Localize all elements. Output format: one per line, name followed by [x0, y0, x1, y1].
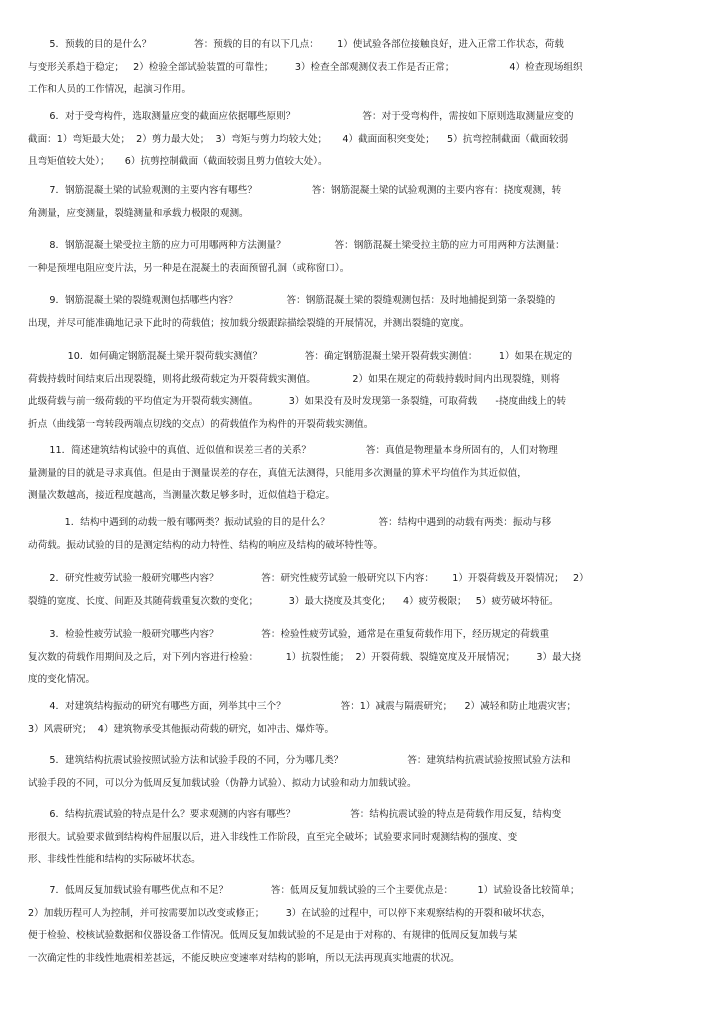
- qa-block: [28, 750, 698, 795]
- text-line: 2）加载历程可人为控制，并可按需要加以改变或修正； 3）在试验的过程中，可以停下来观察结构的开裂和破坏状态，: [28, 907, 551, 919]
- text-line: 4．对建筑结构振动的研究有哪些方面，列举其中三个？ 答：1）减震与隔震研究； 2）减轻和防止地震灾害；: [28, 701, 577, 712]
- text-line: 角测量，应变测量，裂缝测量和承载力极限的观测。: [28, 207, 249, 219]
- text-line: 形很大。试验要求做到结构构件屈服以后，进入非线性工作阶段，直至完全破坏；试验要求同时观测结构的强度、变: [28, 831, 518, 843]
- qa-block: [28, 106, 698, 174]
- qa-block: [28, 880, 698, 970]
- text-line: 此级荷载与前一级荷载的平均值定为开裂荷载实测值。 3）如果没有及时发现第一条裂缝，可取荷载 -挠度曲线上的转: [28, 396, 567, 407]
- qa-block: [28, 180, 698, 225]
- text-line: 5．建筑结构抗震试验按照试验方法和试验手段的不同，分为哪几类？ 答：建筑结构抗震试验按照试验方法和: [28, 755, 571, 766]
- qa-block: [28, 804, 698, 872]
- text-line: 3．检验性疲劳试验一般研究哪些内容？ 答：检验性疲劳试验，通常是在重复荷载作用下，经历规定的荷载重: [28, 629, 550, 640]
- text-line: 且弯矩值较大处）； 6）抗剪控制截面（截面较弱且剪力值较大处）。: [28, 156, 328, 167]
- qa-block: [28, 235, 698, 280]
- text-line: 量测量的目的就是寻求真值。但是由于测量误差的存在，真值无法测得，只能用多次测量的算术平均值作为其近似值，: [28, 467, 527, 479]
- text-line: 试验手段的不同，可以分为低周反复加载试验（伪静力试验）、拟动力试验和动力加载试验。: [28, 777, 417, 789]
- text-line: 裂缝的宽度、长度、间距及其随荷载重复次数的变化； 3）最大挠度及其变化； 4）疲劳极限； 5）疲劳破坏特征。: [28, 595, 559, 607]
- text-line: 动荷载。振动试验的目的是测定结构的动力特性、结构的响应及结构的破坏特性等。: [28, 539, 383, 551]
- text-line: 7．低周反复加载试验有哪些优点和不足？ 答：低周反复加载试验的三个主要优点是： 1）试验设备比较简单；: [28, 885, 580, 896]
- text-line: 2．研究性疲劳试验一般研究哪些内容？ 答：研究性疲劳试验一般研究以下内容： 1）开裂荷载及开裂情况； 2）: [28, 573, 589, 584]
- text-line: 5．预载的目的是什么？ 答：预载的目的有以下几点： 1）使试验各部位接触良好，进入正常工作状态，荷载: [28, 39, 564, 50]
- text-line: 截面：1）弯矩最大处； 2）剪力最大处； 3）弯矩与剪力均较大处； 4）截面面积突变处； 5）抗弯控制截面（截面较弱: [28, 133, 569, 145]
- text-line: 测量次数越高，接近程度越高，当测量次数足够多时，近似值趋于稳定。: [28, 490, 335, 501]
- qa-block: [28, 440, 698, 508]
- text-line: 形、非线性性能和结构的实际破坏状态。: [28, 854, 201, 865]
- qa-block: [28, 696, 698, 741]
- text-line: 1．结构中遇到的动载一般有哪两类？振动试验的目的是什么？ 答：结构中遇到的动载有两类：振动与移: [28, 517, 552, 528]
- text-line: 10．如何确定钢筋混凝土梁开裂荷载实测值？ 答：确定钢筋混凝土梁开裂荷载实测值： 1）如果在规定的: [28, 351, 573, 362]
- text-line: 复次数的荷载作用期间及之后，对下列内容进行检验： 1）抗裂性能； 2）开裂荷载、裂缝宽度及开展情况； 3）最大挠: [28, 651, 581, 663]
- text-line: 一次确定性的非线性地震相差甚远，不能反映应变速率对结构的影响，所以无法再现真实地震的状况。: [28, 952, 460, 964]
- text-line: 11．简述建筑结构试验中的真值、近似值和误差三者的关系？ 答：真值是物理量本身所固有的，人们对物理: [28, 445, 558, 456]
- text-line: 度的变化情况。: [28, 674, 96, 685]
- qa-block: [28, 512, 698, 557]
- text-line: 工作和人员的工作情况，起演习作用。: [28, 84, 192, 95]
- text-line: 9．钢筋混凝土梁的裂缝观测包括哪些内容？ 答：钢筋混凝土梁的裂缝观测包括：及时地捕捉到第一条裂缝的: [28, 295, 556, 306]
- qa-block: [28, 34, 698, 102]
- text-line: 8．钢筋混凝土梁受拉主筋的应力可用哪两种方法测量？ 答：钢筋混凝土梁受拉主筋的应力可用两种方法测量：: [28, 240, 565, 251]
- qa-block: [28, 290, 698, 335]
- qa-block: [28, 568, 698, 613]
- text-line: 出现，并尽可能准确地记录下此时的荷载值；按加载分级跟踪描绘裂缝的开展情况，并测出裂缝的宽度。: [28, 317, 470, 329]
- text-line: 一种是预埋电阻应变片法，另一种是在混凝土的表面预留孔洞（或称窗口）。: [28, 262, 350, 274]
- qa-block: [28, 624, 698, 692]
- text-line: 便于检验、校核试验数据和仪器设备工作情况。低周反复加载试验的不足是由于对称的、有规律的低周反复加载与某: [28, 930, 518, 941]
- text-line: 7．钢筋混凝土梁的试验观测的主要内容有哪些？ 答：钢筋混凝土梁的试验观测的主要内容有：挠度观测，转: [28, 185, 562, 196]
- text-line: 6．结构抗震试验的特点是什么？要求观测的内容有哪些？ 答：结构抗震试验的特点是荷载作用反复，结构变: [28, 809, 562, 820]
- text-line: 折点（曲线第一弯转段两端点切线的交点）的荷载值作为构件的开裂荷载实测值。: [28, 418, 374, 430]
- text-line: 与变形关系趋于稳定； 2）检验全部试验装置的可靠性； 3）检查全部观测仪表工作是否正常； 4）检查现场组织: [28, 61, 583, 73]
- text-line: 荷载持载时间结束后出现裂缝，则将此级荷载定为开裂荷载实测值。 2）如果在规定的荷载持载时间内出现裂缝，则将: [28, 373, 560, 385]
- text-line: 3）风震研究； 4）建筑物承受其他振动荷载的研究，如冲击、爆炸等。: [28, 723, 335, 735]
- text-line: 6．对于受弯构件，选取测量应变的截面应依据哪些原则？ 答：对于受弯构件，需按如下原则选取测量应变的: [28, 111, 574, 122]
- qa-block: [28, 346, 698, 436]
